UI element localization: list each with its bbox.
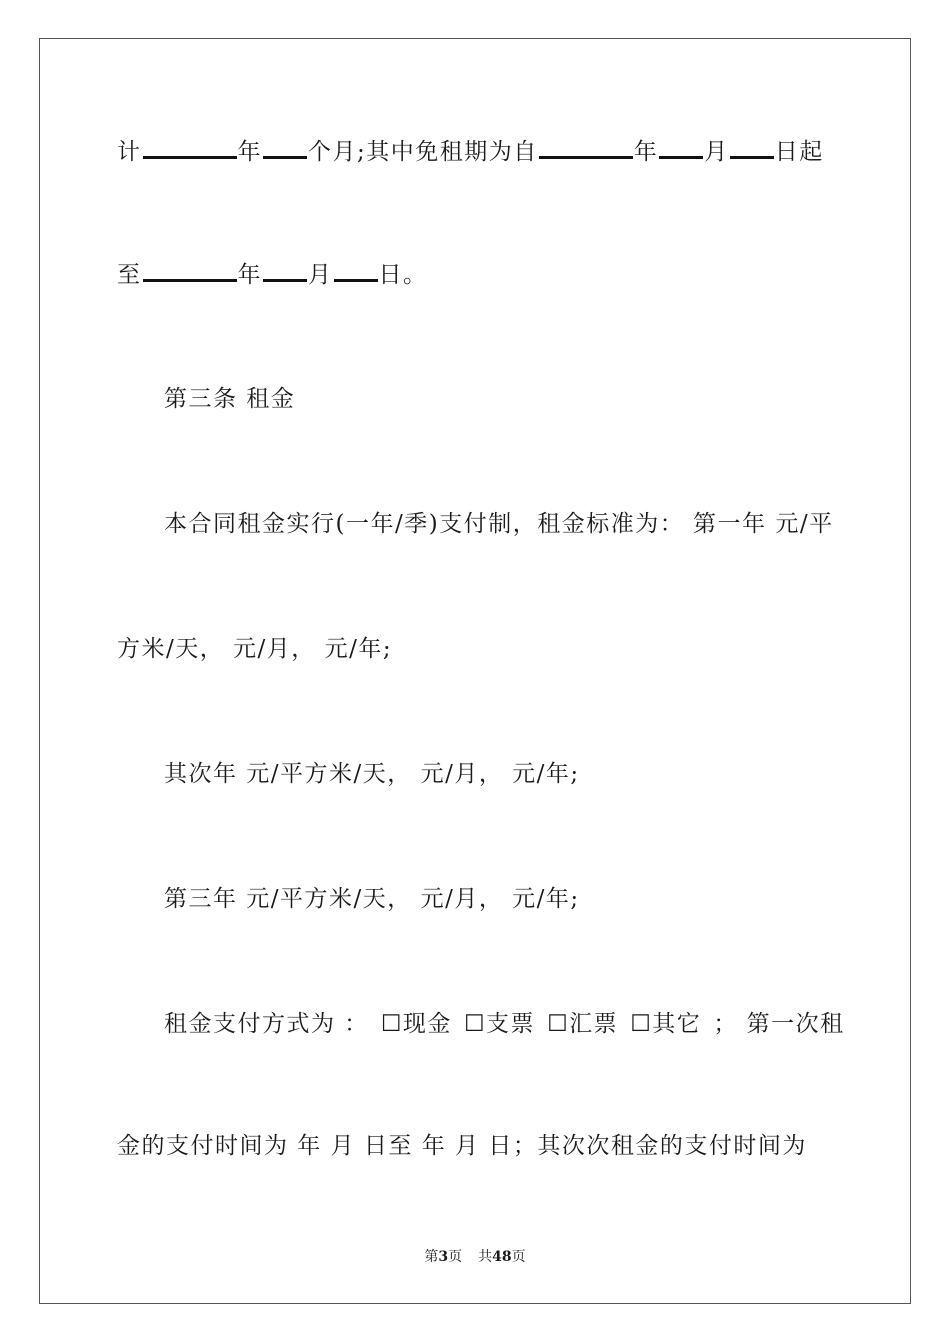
payment-method-tail: ； 第一次租	[713, 1011, 845, 1037]
checkbox-check[interactable]: ☐支票	[463, 1011, 536, 1037]
total-prefix: 共	[478, 1249, 493, 1265]
blank-field-free-start-month[interactable]	[659, 136, 703, 159]
page-suffix: 页	[448, 1249, 463, 1265]
blank-field-free-end-month[interactable]	[263, 259, 307, 282]
text-segment: 至	[117, 262, 142, 288]
text-segment: 年	[237, 139, 262, 165]
payment-time-line: 金的支付时间为 年 月 日至 年 月 日；其次次租金的支付时间为	[117, 1133, 807, 1159]
page-prefix: 第	[424, 1249, 439, 1265]
text-segment: 计	[117, 139, 142, 165]
blank-field-free-start-year[interactable]	[539, 136, 633, 159]
blank-field-years[interactable]	[143, 136, 237, 159]
text-segment: 个月;其中免租期为自	[308, 139, 538, 165]
rent-year-3: 第三年 元/平方米/天， 元/月， 元/年;	[164, 886, 580, 912]
page-border	[39, 38, 911, 1304]
rent-standard-line-1: 本合同租金实行(一年/季)支付制，租金标准为： 第一年 元/平	[164, 511, 834, 537]
rent-year-2: 其次年 元/平方米/天， 元/月， 元/年;	[164, 761, 580, 787]
text-segment: 年	[237, 262, 262, 288]
article-heading: 第三条 租金	[164, 386, 296, 412]
blank-field-free-end-year[interactable]	[143, 259, 237, 282]
payment-method-line	[164, 1009, 845, 1039]
page-total: 48	[492, 1249, 512, 1265]
text-line-term	[117, 136, 837, 167]
payment-method-label: 租金支付方式为 ：	[164, 1011, 369, 1037]
text-segment: 月	[308, 262, 333, 288]
text-segment: 年	[633, 139, 659, 165]
checkbox-draft[interactable]: ☐汇票	[547, 1011, 619, 1037]
checkbox-other[interactable]: ☐其它	[630, 1011, 702, 1037]
text-segment: 日。	[378, 262, 428, 288]
text-line-free-end	[117, 259, 837, 290]
total-suffix: 页	[511, 1249, 526, 1265]
blank-field-free-end-day[interactable]	[334, 259, 378, 282]
text-segment: 月	[704, 139, 729, 165]
checkbox-cash[interactable]: ☐现金	[380, 1011, 452, 1037]
text-segment: 日起	[774, 139, 824, 165]
page-footer	[0, 1248, 950, 1266]
blank-field-free-start-day[interactable]	[730, 136, 774, 159]
rent-standard-line-2: 方米/天， 元/月， 元/年;	[117, 636, 393, 662]
page-current: 3	[438, 1249, 449, 1265]
blank-field-months[interactable]	[263, 136, 307, 159]
